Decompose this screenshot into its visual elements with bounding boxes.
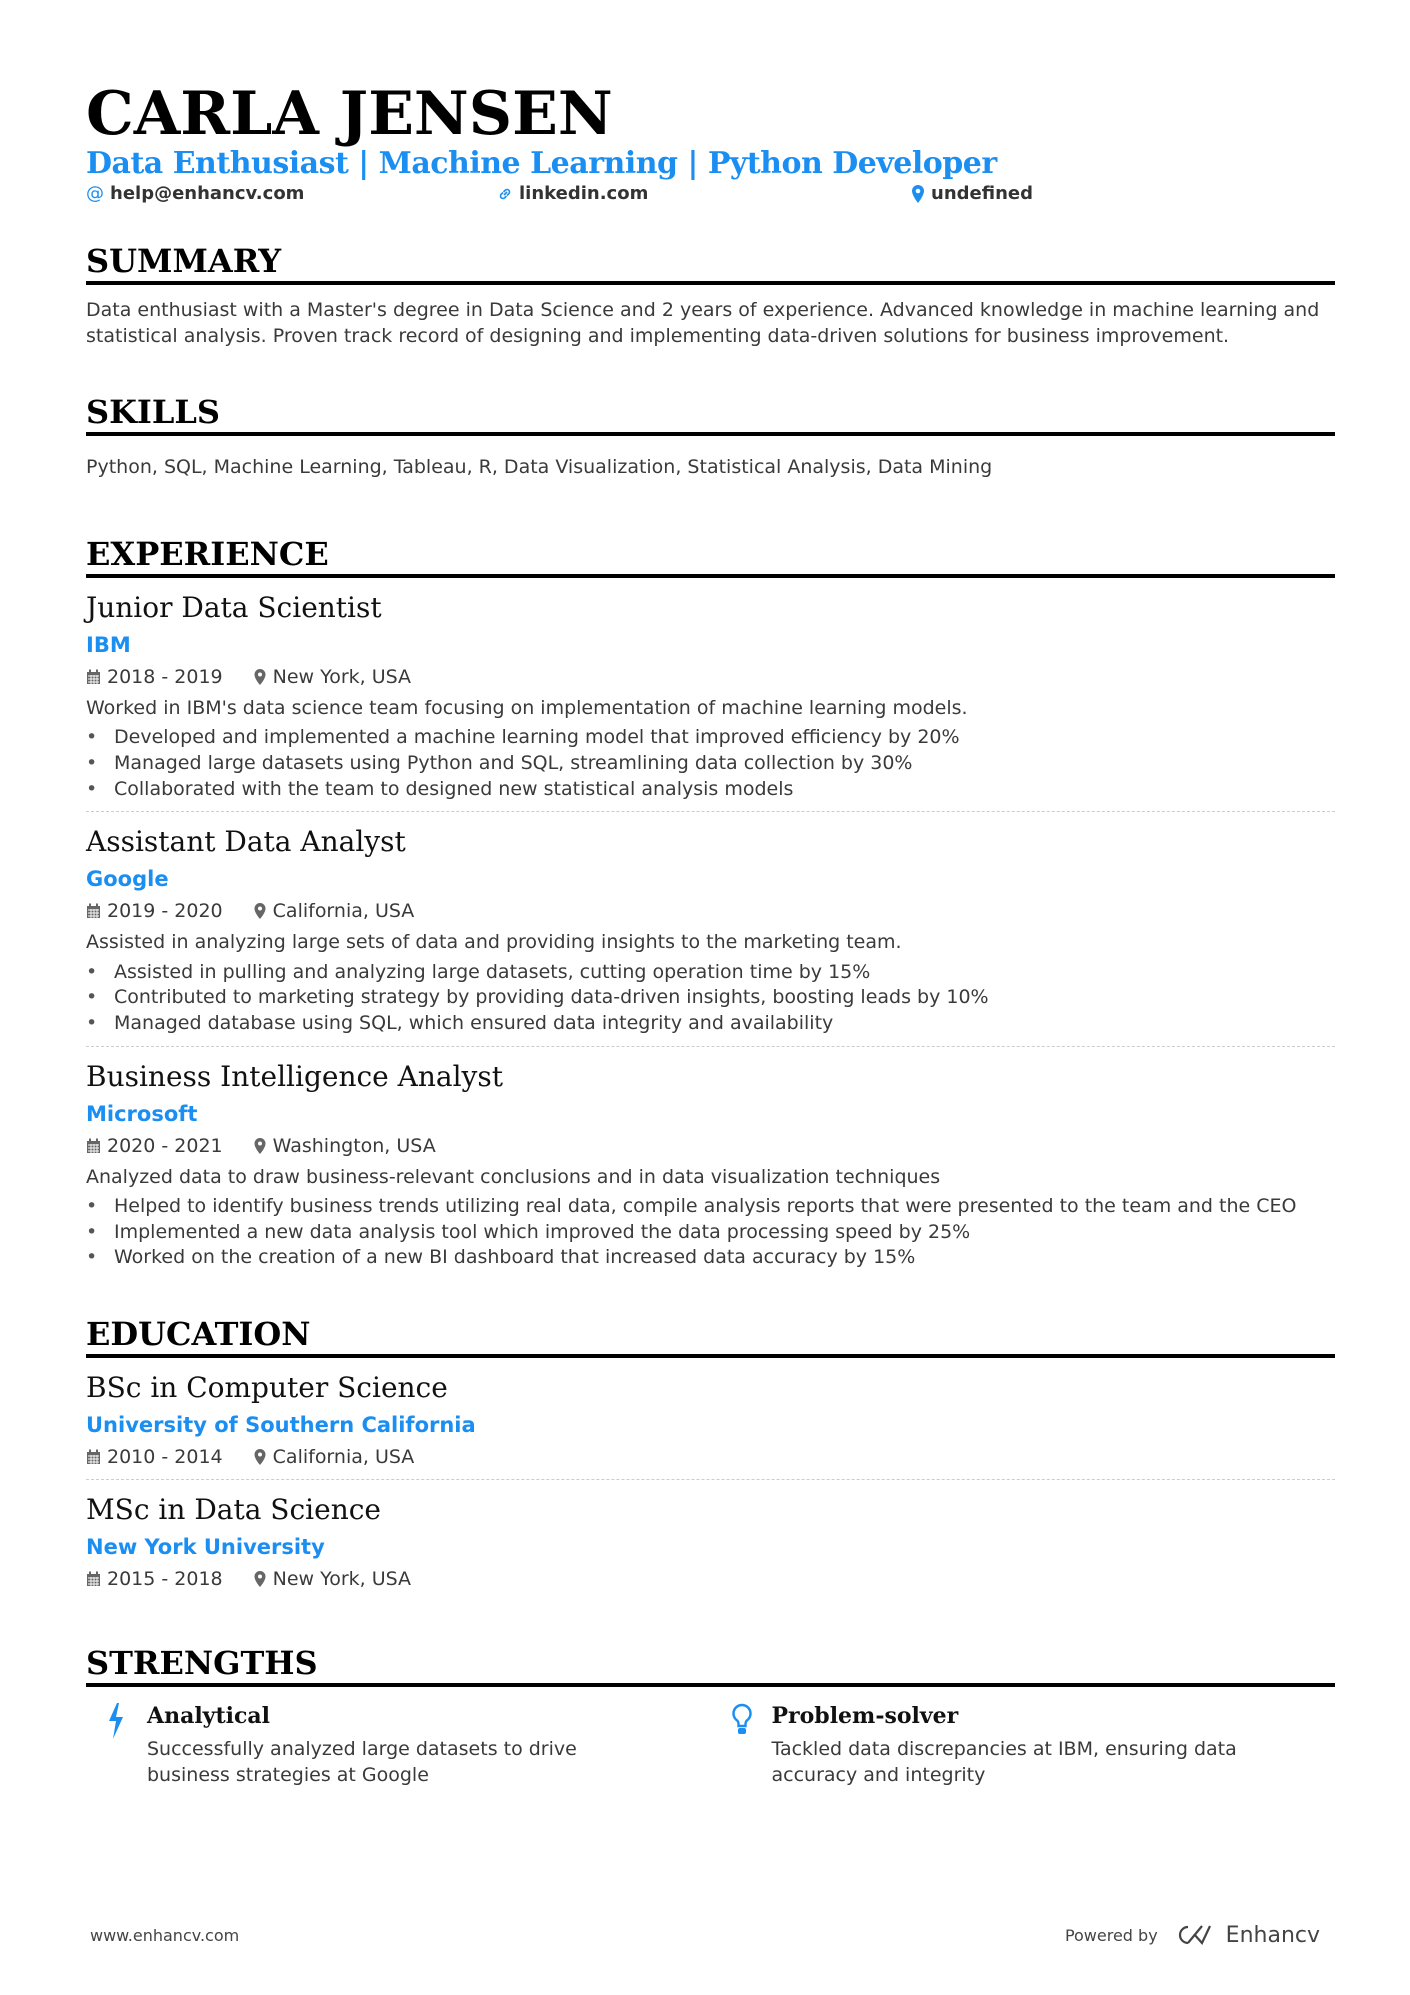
contact-info [86,182,1335,206]
education-list [86,1370,1335,1601]
at-icon: @ [86,183,104,204]
candidate-name: CARLA JENSEN [86,79,613,149]
job-title: Assistant Data Analyst [86,825,406,859]
job-description: Worked in IBM's data science team focusing on implementation of machine learning models. [86,696,968,719]
strength-item [711,1701,1336,1788]
meta-row [86,664,1335,690]
bullet-item: • Assisted in pulling and analyzing large datasets, cutting operation time by 15% [86,960,1335,986]
bullet-item: • Contributed to marketing strategy by providing data-driven insights, boosting leads by 10% [86,985,1335,1011]
dates: 2018 - 2019 [107,665,223,688]
company-name: IBM [86,632,131,657]
link-icon [497,186,513,202]
job-entry [86,824,1335,1046]
degree: BSc in Computer Science [86,1370,448,1404]
calendar-icon [86,669,101,685]
location: New York, USA [272,665,412,688]
strength-item [86,1701,711,1788]
education-entry [86,1370,1335,1480]
contact-linkedin[interactable] [497,182,911,206]
dates: 2020 - 2021 [107,1134,223,1157]
skills-heading: SKILLS [86,392,1335,436]
meta-row [86,1444,1335,1470]
strength-title: Problem-solver [771,1702,959,1729]
strength-text: Successfully analyzed large datasets to drive business strategies at Google [147,1737,577,1786]
job-description: Analyzed data to draw business-relevant conclusions and in data visualization techniques [86,1165,941,1188]
location-text: undefined [931,183,1033,204]
location-pin-icon [253,668,267,686]
location: Washington, USA [272,1134,436,1157]
location: California, USA [272,1445,415,1468]
job-title: Business Intelligence Analyst [86,1059,503,1093]
bullet-item: • Implemented a new data analysis tool which improved the data processing speed by 25% [86,1220,1335,1246]
bullet-item: • Collaborated with the team to designed new statistical analysis models [86,777,1335,803]
dates: 2010 - 2014 [107,1445,223,1468]
calendar-icon [86,1138,101,1154]
calendar-icon [86,1449,101,1465]
footer [90,1922,1320,1948]
dates: 2015 - 2018 [107,1567,223,1590]
bullet-item: • Helped to identify business trends utilizing real data, compile analysis reports that were presented to the team and the CEO [86,1194,1335,1220]
lightning-icon [106,1703,126,1739]
job-entry [86,590,1335,812]
location: New York, USA [272,1567,412,1590]
job-bullets [86,725,1335,802]
contact-location [911,182,1033,206]
powered-by [1065,1922,1320,1948]
bullet-item: • Worked on the creation of a new BI dashboard that increased data accuracy by 15% [86,1245,1335,1271]
job-description: Assisted in analyzing large sets of data and providing insights to the marketing team. [86,931,902,954]
candidate-title: Data Enthusiast | Machine Learning | Python Developer [86,146,997,181]
meta-row [86,1566,1335,1592]
enhancv-logo-icon [1172,1922,1218,1948]
strengths-list [86,1701,1335,1788]
location: California, USA [272,900,415,923]
experience-list [86,590,1335,1280]
bullet-item: • Managed large datasets using Python and SQL, streamlining data collection by 30% [86,751,1335,777]
bullet-item: • Managed database using SQL, which ensured data integrity and availability [86,1011,1335,1037]
enhancv-logo[interactable] [1172,1922,1320,1948]
location-pin-icon [911,185,925,203]
email-text: help@enhancv.com [110,183,305,204]
powered-by-text: Powered by [1064,1925,1158,1945]
location-pin-icon [253,1448,267,1466]
skills-text: Python, SQL, Machine Learning, Tableau, R, Data Visualization, Statistical Analysis, Data Mining [86,456,993,479]
job-title: Junior Data Scientist [86,590,382,624]
dates: 2019 - 2020 [107,900,223,923]
meta-row [86,1133,1335,1159]
company-name: Microsoft [86,1101,198,1126]
strengths-heading: STRENGTHS [86,1643,1335,1687]
meta-row [86,898,1335,924]
summary-text: Data enthusiast with a Master's degree in Data Science and 2 years of experience. Advanced knowledge in machine learning and statistical analysis. Proven track record of designing and implementing data-driven solutions for business improvement. [86,299,1320,347]
website-link[interactable]: www.enhancv.com [90,1925,240,1945]
company-name: Google [86,867,169,892]
job-bullets [86,960,1335,1037]
job-bullets [86,1194,1335,1271]
strength-title: Analytical [147,1702,270,1729]
location-pin-icon [253,1137,267,1155]
job-entry [86,1059,1335,1280]
brand-text: Enhancv [1225,1922,1320,1948]
location-pin-icon [253,1570,267,1588]
education-heading: EDUCATION [86,1314,1335,1358]
education-entry [86,1492,1335,1601]
school-name: University of Southern California [86,1412,476,1437]
calendar-icon [86,1571,101,1587]
school-name: New York University [86,1534,325,1559]
lightbulb-icon [731,1703,753,1737]
strength-text: Tackled data discrepancies at IBM, ensuring data accuracy and integrity [771,1737,1237,1786]
resume [86,78,1335,1788]
calendar-icon [86,903,101,919]
degree: MSc in Data Science [86,1492,381,1526]
bullet-item: • Developed and implemented a machine learning model that improved efficiency by 20% [86,725,1335,751]
location-pin-icon [253,902,267,920]
linkedin-text: linkedin.com [519,183,649,204]
contact-email[interactable] [86,182,497,206]
experience-heading: EXPERIENCE [86,534,1335,578]
summary-heading: SUMMARY [86,241,1335,285]
